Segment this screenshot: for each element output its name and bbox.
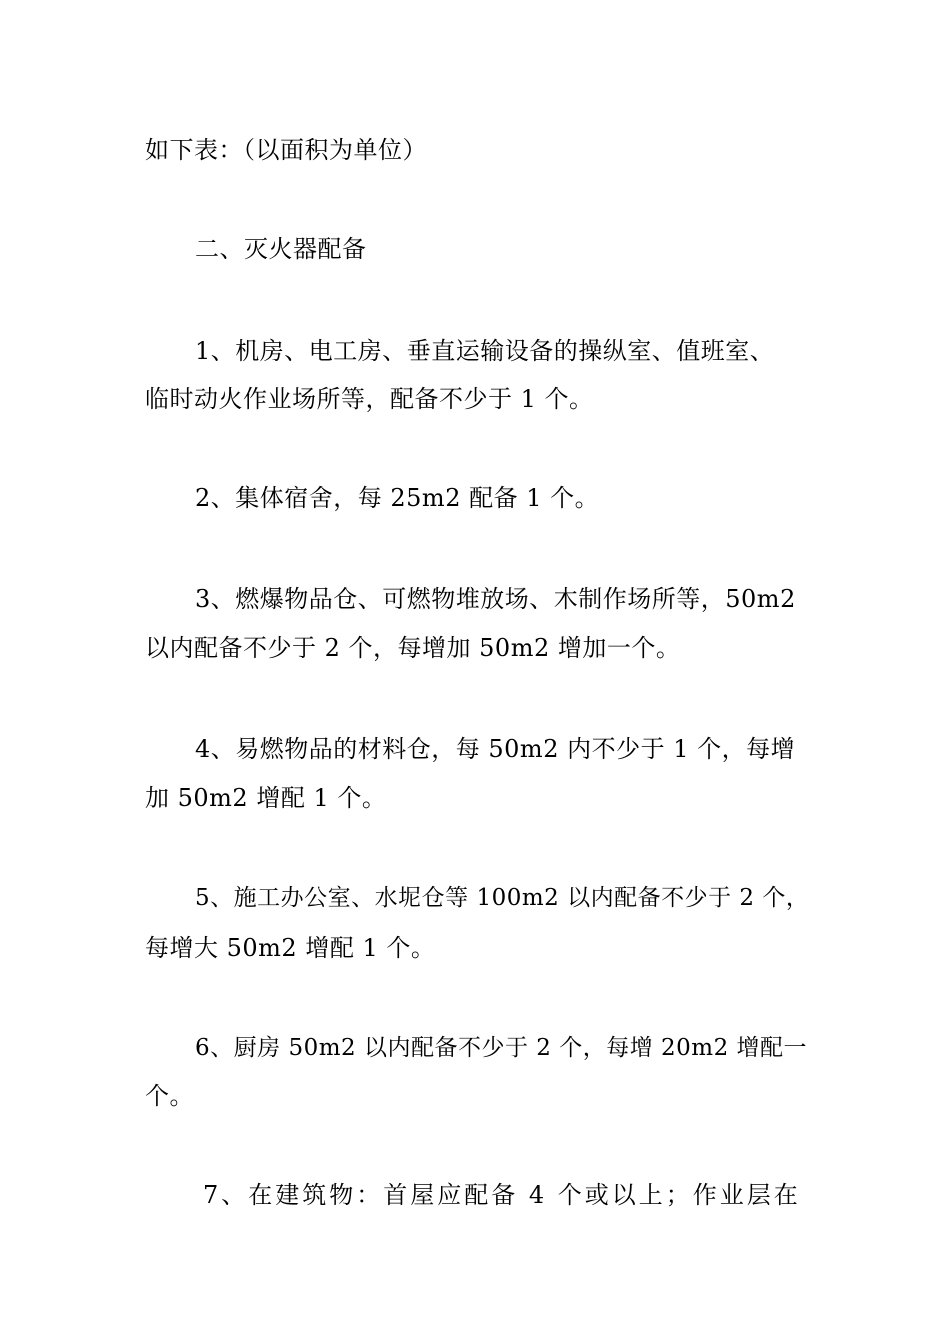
item-2-line-1: 2、集体宿舍，每 25m2 配备 1 个。 — [195, 484, 600, 512]
item-1-line-1: 1、机房、电工房、垂直运输设备的操纵室、值班室、 — [195, 337, 775, 365]
item-6-line-1: 6、厨房 50m2 以内配备不少于 2 个，每增 20m2 增配一 — [195, 1035, 808, 1061]
item-4-line-2: 加 50m2 增配 1 个。 — [145, 784, 387, 812]
section-title: 二、灭火器配备 — [195, 235, 367, 263]
item-3-line-1: 3、燃爆物品仓、可燃物堆放场、木制作场所等，50m2 — [195, 585, 796, 613]
item-4-line-1: 4、易燃物品的材料仓，每 50m2 内不少于 1 个，每增 — [195, 735, 796, 763]
item-1-line-2: 临时动火作业场所等，配备不少于 1 个。 — [145, 385, 594, 413]
item-3-line-2: 以内配备不少于 2 个，每增加 50m2 增加一个。 — [145, 634, 681, 662]
item-6-line-2: 个。 — [145, 1082, 194, 1110]
item-5-line-1: 5、施工办公室、水坭仓等 100m2 以内配备不少于 2 个， — [195, 885, 810, 911]
intro-text: 如下表：（以面积为单位） — [145, 136, 427, 164]
item-5-line-2: 每增大 50m2 增配 1 个。 — [145, 934, 436, 962]
item-7-line-1: 7、在建筑物：首屋应配备 4 个或以上；作业层在 — [203, 1181, 801, 1209]
